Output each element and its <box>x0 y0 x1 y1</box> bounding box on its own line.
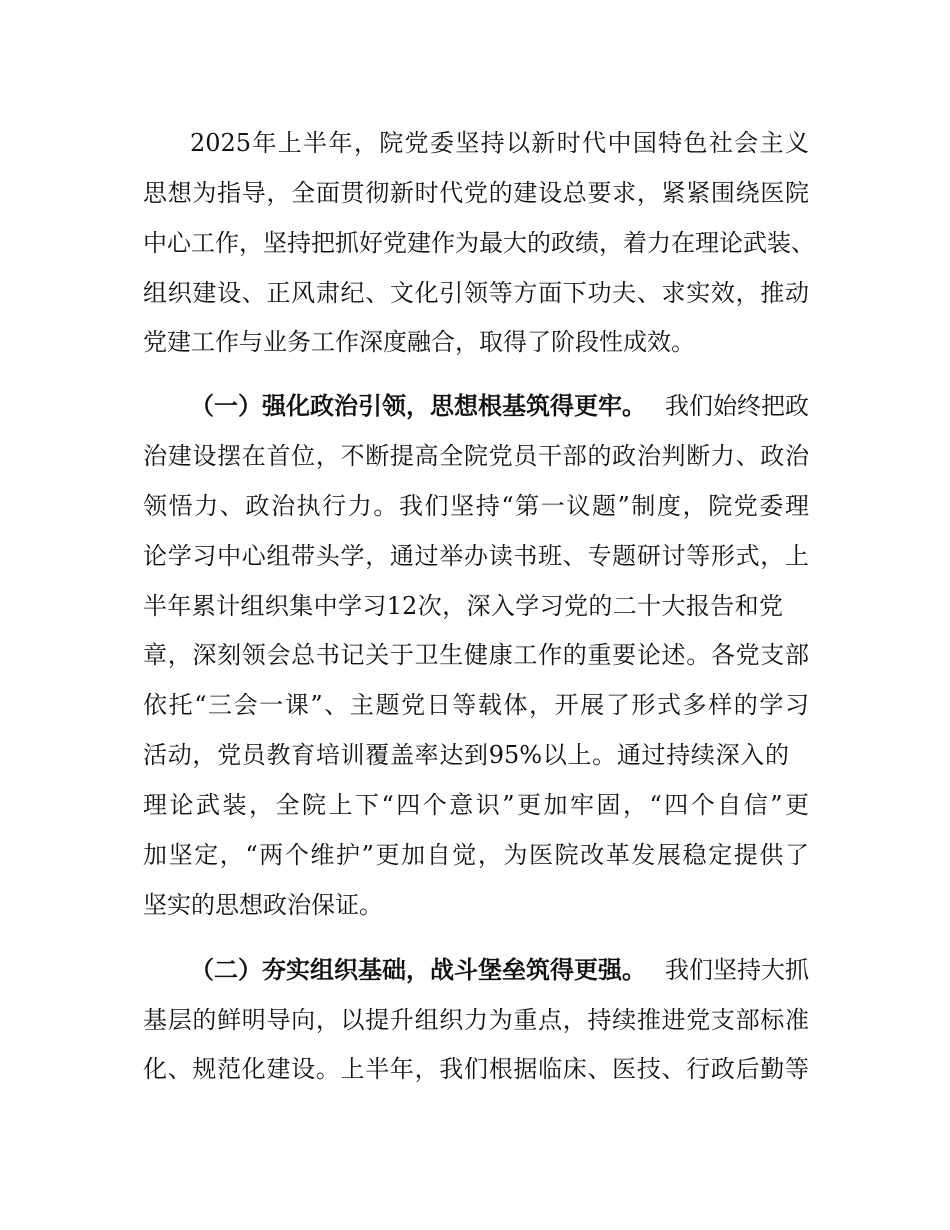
paragraph-3-line: 化、规范化建设。上半年，我们根据临床、医技、行政后勤等 <box>143 1055 809 1083</box>
paragraph-2-first-line-rest: 我们始终把政 <box>665 392 809 420</box>
section-heading-1: （一）强化政治引领，思想根基筑得更牢。 <box>190 392 646 420</box>
paragraph-2-line: 半年累计组织集中学习12次，深入学习党的二十大报告和党 <box>143 592 783 620</box>
paragraph-2-first-line <box>190 392 809 420</box>
paragraph-3-first-line <box>190 956 809 984</box>
paragraph-2-line: 活动，党员教育培训覆盖率达到95%以上。通过持续深入的 <box>143 741 789 769</box>
paragraph-1-line-5: 党建工作与业务工作深度融合，取得了阶段性成效。 <box>143 328 695 356</box>
paragraph-1-line-3: 中心工作，坚持把抓好党建作为最大的政绩，着力在理论武装、 <box>143 229 815 257</box>
paragraph-2-line: 理论武装，全院上下“四个意识”更加牢固，“四个自信”更 <box>143 791 809 819</box>
paragraph-2-line: 坚实的思想政治保证。 <box>143 891 383 919</box>
paragraph-2-line: 章，深刻领会总书记关于卫生健康工作的重要论述。各党支部 <box>143 641 809 669</box>
section-heading-2: （二）夯实组织基础，战斗堡垒筑得更强。 <box>190 956 646 984</box>
paragraph-2-line: 加坚定，“两个维护”更加自觉，为医院改革发展稳定提供了 <box>143 841 809 869</box>
paragraph-2-line: 论学习中心组带头学，通过举办读书班、专题研讨等形式，上 <box>143 542 809 570</box>
paragraph-2-line: 领悟力、政治执行力。我们坚持“第一议题”制度，院党委理 <box>143 492 809 520</box>
paragraph-3-first-line-rest: 我们坚持大抓 <box>665 956 809 984</box>
paragraph-1-line-2: 思想为指导，全面贯彻新时代党的建设总要求，紧紧围绕医院 <box>143 179 809 207</box>
paragraph-3-line: 基层的鲜明导向，以提升组织力为重点，持续推进党支部标准 <box>143 1006 809 1034</box>
paragraph-2-line: 依托“三会一课”、主题党日等载体，开展了形式多样的学习 <box>143 691 809 719</box>
paragraph-2-line: 治建设摆在首位，不断提高全院党员干部的政治判断力、政治 <box>143 442 809 470</box>
paragraph-1-line-1: 2025年上半年，院党委坚持以新时代中国特色社会主义 <box>190 129 809 157</box>
paragraph-1-line-4: 组织建设、正风肃纪、文化引领等方面下功夫、求实效，推动 <box>143 279 809 307</box>
